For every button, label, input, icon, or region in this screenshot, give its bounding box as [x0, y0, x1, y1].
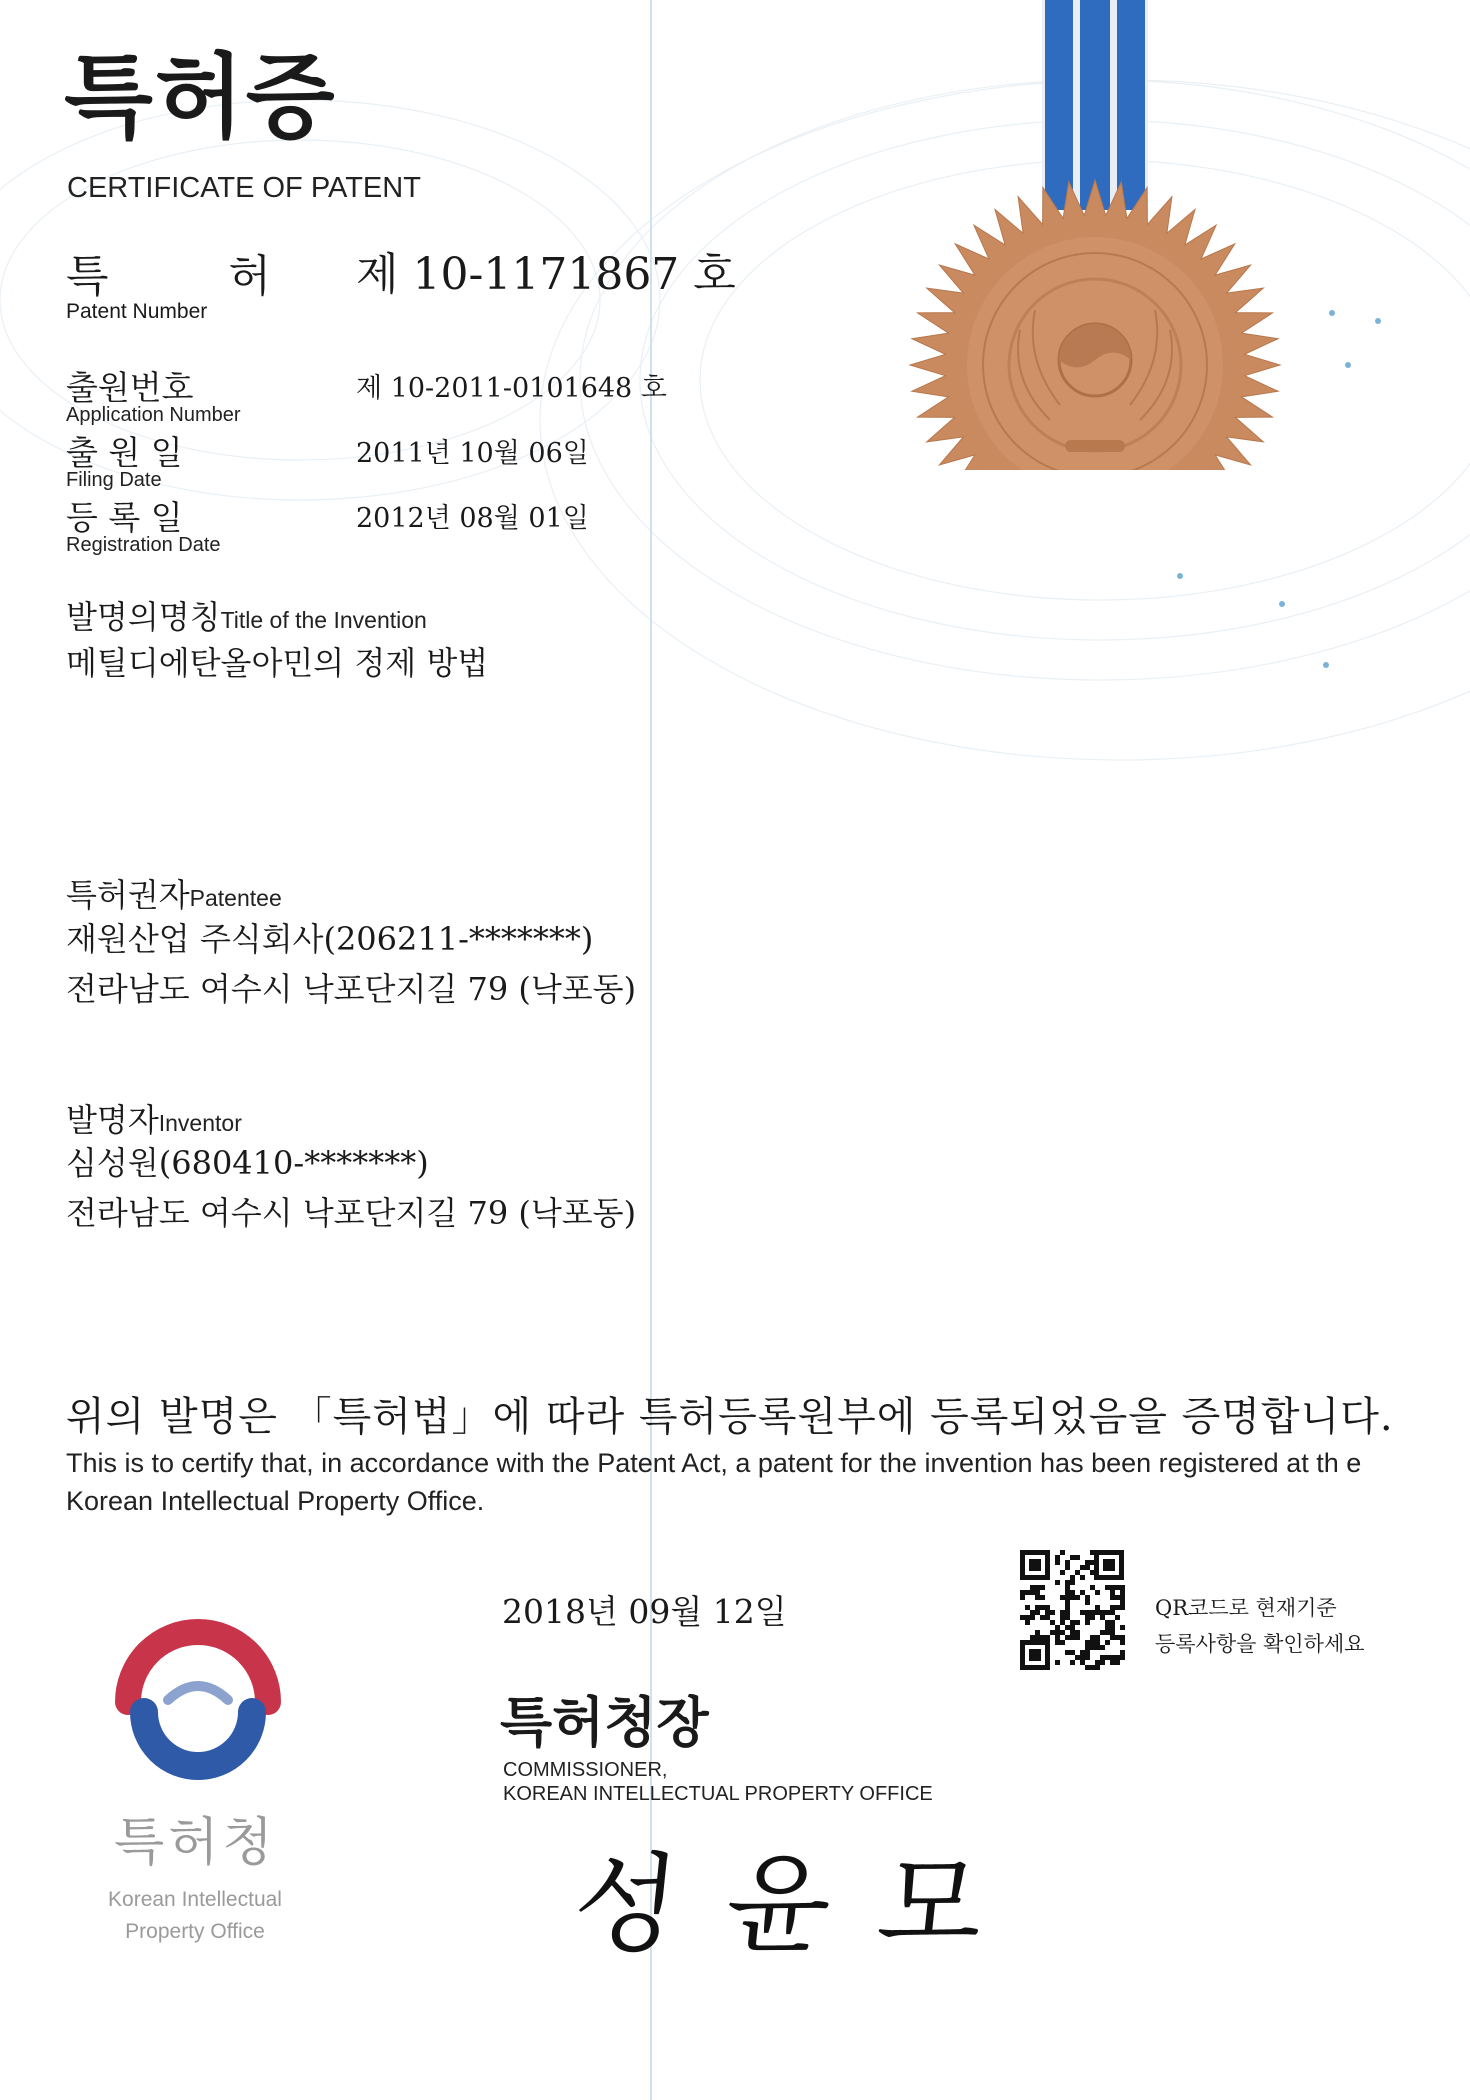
patentee-label-ko: 특허권자: [66, 876, 190, 914]
qr-instruction: QR코드로 현재기준 등록사항을 확인하세요: [1155, 1596, 1365, 1656]
kipo-name-ko: 특허청: [114, 1813, 277, 1873]
commissioner-title-en: [503, 1758, 933, 1806]
invention-title-label: [66, 592, 427, 638]
application-number-value: 제 10-2011-0101648 호: [356, 373, 667, 404]
filing-date-value: 2011년 10월 06일: [356, 438, 589, 469]
registration-date-value: 2012년 08월 01일: [356, 503, 589, 534]
patent-number-label-en: Patent Number: [66, 300, 208, 323]
kipo-name-en: Korean Intellectual Property Office: [108, 1888, 282, 1943]
patentee-label-en: Patentee: [189, 885, 282, 911]
registration-date-label-en: Registration Date: [66, 534, 221, 556]
invention-title-value: 메틸디에탄올아민의 정제 방법: [66, 644, 489, 682]
commissioner-title-en-line1: COMMISSIONER,: [503, 1759, 668, 1781]
declaration-en: This is to certify that, in accordance with the Patent Act, a patent for the invention has been registered at th e Korean Intellectual Property Office.: [66, 1448, 1362, 1516]
filing-date-label: 출 원 일: [66, 433, 183, 472]
patentee-name: 재원산업 주식회사(206211-*******): [66, 920, 594, 958]
kipo-logo-icon: [108, 1602, 288, 1782]
patent-number-label-char: 허: [228, 251, 272, 302]
commissioner-signature: 성윤모: [567, 1843, 1038, 1968]
inventor-name: 심성원(680410-*******): [66, 1144, 429, 1182]
declaration-ko: 위의 발명은 「특허법」에 따라 특허등록원부에 등록되었음을 증명합니다.: [66, 1394, 1394, 1440]
invention-title-label-ko: 발명의명칭: [66, 598, 221, 636]
patent-number-label: [66, 240, 271, 304]
application-number-label: 출원번호: [66, 368, 194, 407]
gold-seal-icon: [900, 0, 1290, 470]
patent-number-label-char: 특: [66, 251, 109, 302]
inventor-label: [66, 1095, 242, 1141]
certificate-title-en: CERTIFICATE OF PATENT: [67, 172, 421, 204]
registration-date-label: 등 록 일: [66, 498, 183, 537]
invention-title-label-en: Title of the Invention: [220, 607, 427, 633]
commissioner-title-en-line2: KOREAN INTELLECTUAL PROPERTY OFFICE: [503, 1783, 933, 1805]
filing-date-label-en: Filing Date: [66, 469, 162, 491]
application-number-label-en: Application Number: [66, 404, 241, 426]
commissioner-title: 특허청장: [500, 1691, 709, 1754]
patent-number-value: 제 10-1171867 호: [356, 249, 736, 300]
inventor-label-ko: 발명자: [66, 1101, 159, 1139]
patentee-address: 전라남도 여수시 낙포단지길 79 (낙포동): [66, 970, 637, 1008]
inventor-label-en: Inventor: [158, 1110, 242, 1136]
qr-code-icon: [1018, 1548, 1126, 1672]
certificate-title: 특허증: [64, 44, 337, 151]
patentee-label: [66, 870, 282, 916]
issue-date: 2018년 09월 12일: [502, 1592, 787, 1631]
inventor-address: 전라남도 여수시 낙포단지길 79 (낙포동): [66, 1194, 637, 1232]
